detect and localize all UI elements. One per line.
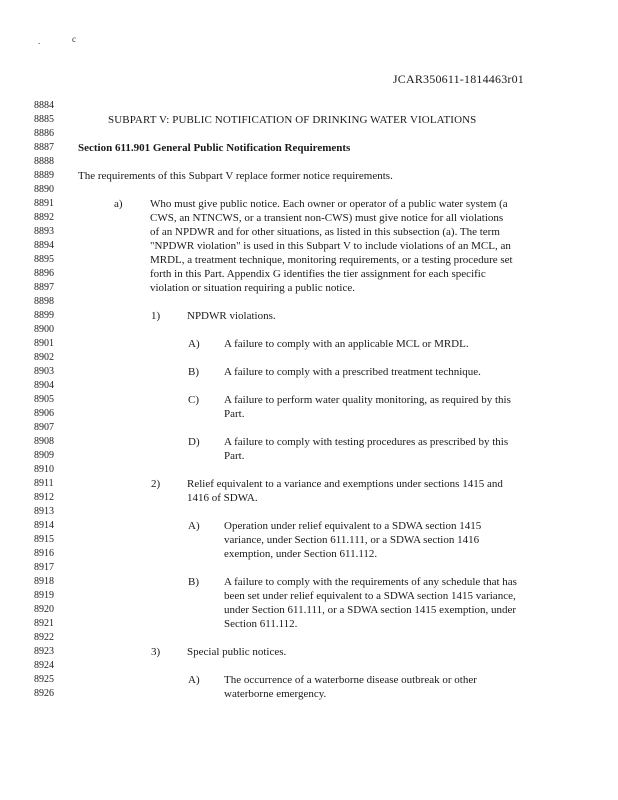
subpart-heading: SUBPART V: PUBLIC NOTIFICATION OF DRINKING WATER VIOLATIONS <box>108 114 477 126</box>
line-row <box>0 141 618 155</box>
body-text: A failure to comply with the requirements of any schedule that has <box>224 576 517 588</box>
subparagraph-label: B) <box>188 366 199 378</box>
line-number: 8915 <box>34 534 54 545</box>
line-number: 8897 <box>34 282 54 293</box>
line-number: 8902 <box>34 352 54 363</box>
body-text: Special public notices. <box>187 646 287 658</box>
body-text: MRDL, a treatment technique, monitoring requirements, or a testing procedure set <box>150 254 513 266</box>
body-text: waterborne emergency. <box>224 688 327 700</box>
line-row <box>0 239 618 253</box>
body-text: of an NPDWR and for other situations, as listed in this subsection (a). The term <box>150 226 500 238</box>
scan-mark: . <box>38 36 41 46</box>
line-number: 8900 <box>34 324 54 335</box>
body-text: The requirements of this Subpart V replace former notice requirements. <box>78 170 393 182</box>
line-number: 8905 <box>34 394 54 405</box>
body-text: A failure to perform water quality monitoring, as required by this <box>224 394 511 406</box>
paragraph-label: 2) <box>151 478 161 490</box>
line-row <box>0 603 618 617</box>
line-row <box>0 183 618 197</box>
subparagraph-label: A) <box>188 674 200 686</box>
line-row <box>0 393 618 407</box>
line-row <box>0 211 618 225</box>
line-row <box>0 365 618 379</box>
line-number: 8919 <box>34 590 54 601</box>
line-number: 8922 <box>34 632 54 643</box>
paragraph-label: 3) <box>151 646 161 658</box>
body-text: Part. <box>224 408 245 420</box>
line-number: 8909 <box>34 450 54 461</box>
line-number: 8884 <box>34 100 54 111</box>
line-number: 8926 <box>34 688 54 699</box>
subparagraph-label: A) <box>188 338 200 350</box>
line-number: 8894 <box>34 240 54 251</box>
line-number: 8896 <box>34 268 54 279</box>
line-row <box>0 589 618 603</box>
line-number: 8913 <box>34 506 54 517</box>
line-row <box>0 687 618 701</box>
line-row <box>0 505 618 519</box>
line-number: 8914 <box>34 520 54 531</box>
line-row <box>0 659 618 673</box>
line-row <box>0 113 618 127</box>
body-text: A failure to comply with testing procedures as prescribed by this <box>224 436 509 448</box>
line-row <box>0 575 618 589</box>
line-row <box>0 645 618 659</box>
subsection-label: a) <box>114 198 123 210</box>
line-row <box>0 547 618 561</box>
line-number: 8923 <box>34 646 54 657</box>
body-text: NPDWR violations. <box>187 310 276 322</box>
body-text: been set under relief equivalent to a SDWA section 1415 variance, <box>224 590 516 602</box>
line-row <box>0 267 618 281</box>
subparagraph-label: D) <box>188 436 200 448</box>
line-row <box>0 127 618 141</box>
subparagraph-label: B) <box>188 576 199 588</box>
line-number: 8916 <box>34 548 54 559</box>
line-number: 8924 <box>34 660 54 671</box>
line-number: 8903 <box>34 366 54 377</box>
line-row <box>0 379 618 393</box>
line-number: 8908 <box>34 436 54 447</box>
line-number: 8889 <box>34 170 54 181</box>
line-row <box>0 519 618 533</box>
line-row <box>0 155 618 169</box>
line-row <box>0 477 618 491</box>
line-row <box>0 169 618 183</box>
line-number: 8893 <box>34 226 54 237</box>
body-text: 1416 of SDWA. <box>187 492 258 504</box>
body-text: CWS, an NTNCWS, or a transient non-CWS) must give notice for all violations <box>150 212 504 224</box>
line-number: 8912 <box>34 492 54 503</box>
line-number: 8887 <box>34 142 54 153</box>
line-number: 8888 <box>34 156 54 167</box>
body-text: "NPDWR violation" is used in this Subpart V to include violations of an MCL, an <box>150 240 511 252</box>
line-number: 8895 <box>34 254 54 265</box>
line-number: 8920 <box>34 604 54 615</box>
line-number: 8907 <box>34 422 54 433</box>
body-text: A failure to comply with an applicable MCL or MRDL. <box>224 338 469 350</box>
body-text: A failure to comply with a prescribed treatment technique. <box>224 366 481 378</box>
body-text: Section 611.112. <box>224 618 298 630</box>
scan-mark: c <box>72 34 76 44</box>
body-text: variance, under Section 611.111, or a SDWA section 1416 <box>224 534 480 546</box>
section-heading: Section 611.901 General Public Notification Requirements <box>78 142 351 154</box>
line-row <box>0 99 618 113</box>
body-text: Part. <box>224 450 245 462</box>
line-row <box>0 421 618 435</box>
line-number: 8901 <box>34 338 54 349</box>
line-number: 8898 <box>34 296 54 307</box>
line-row <box>0 225 618 239</box>
line-row <box>0 295 618 309</box>
line-row <box>0 491 618 505</box>
line-row <box>0 407 618 421</box>
line-row <box>0 309 618 323</box>
line-number: 8891 <box>34 198 54 209</box>
line-number: 8918 <box>34 576 54 587</box>
line-row <box>0 281 618 295</box>
body-text: forth in this Part. Appendix G identifies the tier assignment for each specific <box>150 268 486 280</box>
line-row <box>0 337 618 351</box>
line-number: 8921 <box>34 618 54 629</box>
line-number: 8911 <box>34 478 54 489</box>
line-row <box>0 463 618 477</box>
line-row <box>0 561 618 575</box>
line-number: 8899 <box>34 310 54 321</box>
line-number: 8910 <box>34 464 54 475</box>
line-row <box>0 197 618 211</box>
line-number: 8890 <box>34 184 54 195</box>
line-number: 8917 <box>34 562 54 573</box>
subparagraph-label: C) <box>188 394 199 406</box>
subparagraph-label: A) <box>188 520 200 532</box>
line-row <box>0 673 618 687</box>
line-row <box>0 631 618 645</box>
body-text: violation or situation requiring a public notice. <box>150 282 355 294</box>
line-row <box>0 533 618 547</box>
body-text: under Section 611.111, or a SDWA section 1415 exemption, under <box>224 604 517 616</box>
line-row <box>0 435 618 449</box>
line-row <box>0 253 618 267</box>
paragraph-label: 1) <box>151 310 161 322</box>
body-text: Who must give public notice. Each owner or operator of a public water system (a <box>150 198 508 210</box>
line-number: 8886 <box>34 128 54 139</box>
line-row <box>0 323 618 337</box>
line-number: 8885 <box>34 114 54 125</box>
body-text: Relief equivalent to a variance and exemptions under sections 1415 and <box>187 478 503 490</box>
line-row <box>0 617 618 631</box>
document-id: JCAR350611-1814463r01 <box>392 72 524 86</box>
line-number: 8906 <box>34 408 54 419</box>
body-text: exemption, under Section 611.112. <box>224 548 378 560</box>
line-row <box>0 351 618 365</box>
body-text: Operation under relief equivalent to a SDWA section 1415 <box>224 520 482 532</box>
line-number: 8904 <box>34 380 54 391</box>
line-number: 8925 <box>34 674 54 685</box>
line-number: 8892 <box>34 212 54 223</box>
body-text: The occurrence of a waterborne disease outbreak or other <box>224 674 477 686</box>
line-row <box>0 449 618 463</box>
